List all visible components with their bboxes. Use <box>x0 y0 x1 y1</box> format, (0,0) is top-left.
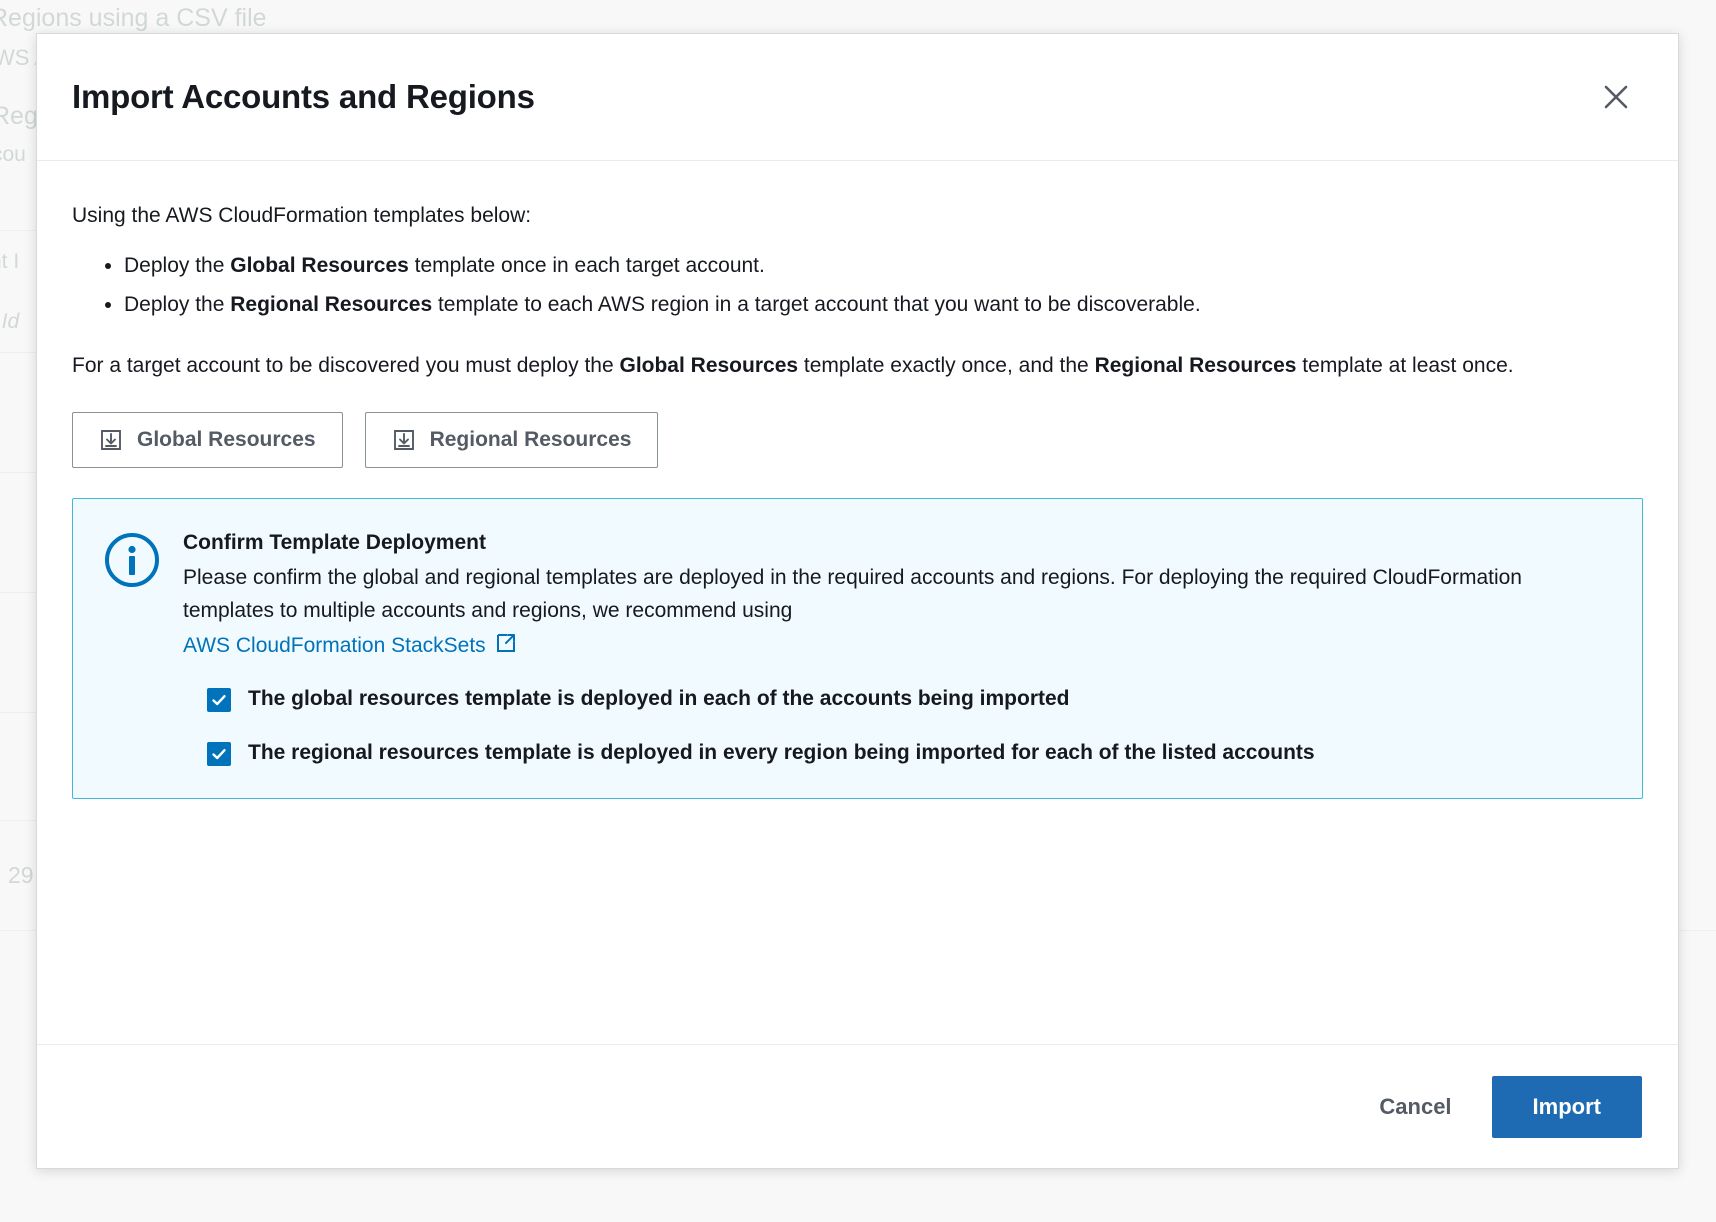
bullet-bold: Regional Resources <box>230 293 433 317</box>
global-template-checkbox[interactable] <box>207 688 231 712</box>
confirm-template-deployment-alert <box>72 498 1643 799</box>
template-download-buttons <box>72 412 1643 468</box>
regional-template-checkbox-label[interactable]: The regional resources template is deployed in every region being imported for each of the listed accounts <box>248 741 1315 764</box>
close-icon[interactable] <box>1594 75 1638 119</box>
requirements-paragraph <box>72 347 1572 386</box>
bullet-prefix: Deploy the <box>124 293 231 317</box>
stacksets-link-label: AWS CloudFormation StackSets <box>183 633 486 657</box>
cancel-button[interactable]: Cancel <box>1365 1082 1465 1132</box>
bullet-suffix: template to each AWS region in a target account that you want to be discoverable. <box>432 293 1201 317</box>
modal-body <box>37 161 1678 1044</box>
page-title: Import Accounts and Regions <box>72 78 535 115</box>
para-part1: For a target account to be discovered you must deploy the <box>72 354 620 378</box>
download-icon <box>392 428 416 452</box>
para-bold1: Global Resources <box>619 354 799 378</box>
para-bold2: Regional Resources <box>1094 354 1297 378</box>
global-template-checkbox-label[interactable]: The global resources template is deployed in each of the accounts being imported <box>248 686 1070 710</box>
download-regional-resources-label: Regional Resources <box>429 427 632 451</box>
regional-template-checkbox-row[interactable] <box>183 738 1612 768</box>
alert-title: Confirm Template Deployment <box>183 530 486 554</box>
alert-text: Please confirm the global and regional templates are deployed in the required accounts and regions. For deploying the required CloudFormation templates to multiple accounts and regions, we recommend using <box>183 566 1522 623</box>
import-accounts-modal <box>36 33 1679 1169</box>
modal-header <box>37 34 1678 161</box>
instruction-list <box>72 247 1643 325</box>
alert-body <box>183 527 1612 768</box>
para-part2: template exactly once, and the <box>798 354 1095 378</box>
stacksets-link[interactable] <box>183 632 517 660</box>
import-button[interactable]: Import <box>1492 1076 1642 1138</box>
info-icon <box>103 531 161 768</box>
global-template-checkbox-row[interactable] <box>183 684 1612 714</box>
list-item <box>124 286 1643 325</box>
download-icon <box>99 428 123 452</box>
list-item <box>124 247 1643 286</box>
regional-template-checkbox[interactable] <box>207 742 231 766</box>
bullet-bold: Global Resources <box>230 254 409 278</box>
download-global-resources-label: Global Resources <box>137 427 316 451</box>
para-part3: template at least once. <box>1296 354 1514 378</box>
intro-text: Using the AWS CloudFormation templates below: <box>72 204 532 227</box>
external-link-icon <box>495 632 517 660</box>
download-global-resources-button[interactable] <box>72 412 343 468</box>
bullet-suffix: template once in each target account. <box>408 254 765 278</box>
download-regional-resources-button[interactable] <box>365 412 659 468</box>
modal-footer <box>37 1044 1678 1168</box>
bullet-prefix: Deploy the <box>124 254 231 278</box>
